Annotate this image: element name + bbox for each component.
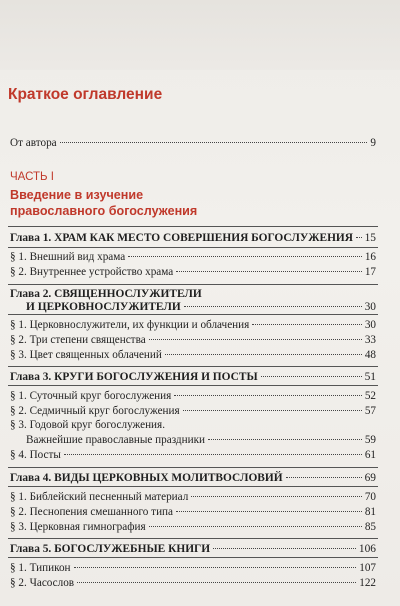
- page-number: 122: [359, 577, 376, 589]
- dot-leader: [356, 237, 362, 238]
- section-entry[interactable]: [10, 318, 376, 332]
- section-label: § 2. Три степени священства: [10, 334, 146, 346]
- page-number: 70: [364, 491, 376, 503]
- dot-leader: [208, 439, 362, 440]
- section-entry[interactable]: [10, 490, 376, 504]
- dot-leader: [286, 477, 362, 478]
- page-number: 106: [358, 543, 376, 555]
- page-number: 52: [364, 390, 376, 402]
- part-label: ЧАСТЬ I: [10, 171, 54, 183]
- page-number: 51: [364, 371, 376, 383]
- section-entry[interactable]: [10, 250, 376, 264]
- section-entry[interactable]: [10, 448, 376, 462]
- chapter-entry[interactable]: [10, 370, 376, 384]
- section-entry[interactable]: [10, 265, 376, 279]
- divider: [8, 385, 378, 386]
- chapter-title: Глава 4. ВИДЫ ЦЕРКОВНЫХ МОЛИТВОСЛОВИЙ: [10, 472, 283, 484]
- dot-leader: [213, 548, 356, 549]
- chapter-entry[interactable]: [10, 231, 376, 245]
- dot-leader: [64, 454, 362, 455]
- divider: [8, 486, 378, 487]
- section-label: § 1. Суточный круг богослужения: [10, 390, 172, 402]
- dot-leader: [176, 511, 362, 512]
- section-entry[interactable]: [10, 561, 376, 575]
- divider: [8, 366, 378, 367]
- section-entry[interactable]: [10, 505, 376, 519]
- page-number: 69: [364, 472, 376, 484]
- section-entry[interactable]: [10, 520, 376, 534]
- dot-leader: [174, 395, 362, 396]
- dot-leader: [128, 256, 362, 257]
- page-number: 16: [364, 251, 376, 263]
- section-entry[interactable]: [10, 389, 376, 403]
- part-title-line1: Введение в изучение: [10, 188, 144, 202]
- dot-leader: [252, 324, 362, 325]
- page-number: 61: [364, 449, 376, 461]
- page-number: 85: [364, 521, 376, 533]
- chapter-title: Глава 1. ХРАМ КАК МЕСТО СОВЕРШЕНИЯ БОГОСЛУЖЕНИЯ: [10, 232, 354, 244]
- page-number: 30: [364, 319, 376, 331]
- entry-label: От автора: [10, 137, 57, 149]
- page-number: 15: [364, 232, 376, 244]
- divider: [8, 226, 378, 227]
- section-label: § 4. Посты: [10, 449, 61, 461]
- dot-leader: [77, 582, 356, 583]
- page-number: 48: [364, 349, 376, 361]
- dot-leader: [149, 339, 362, 340]
- dot-leader: [191, 496, 362, 497]
- dot-leader: [184, 306, 362, 307]
- page-number: 17: [364, 266, 376, 278]
- section-entry[interactable]: [10, 333, 376, 347]
- divider: [8, 314, 378, 315]
- divider: [8, 538, 378, 539]
- chapter-entry[interactable]: [10, 542, 376, 556]
- section-label: Важнейшие православные праздники: [26, 434, 205, 446]
- chapter-title-line1: Глава 2. СВЯЩЕННОСЛУЖИТЕЛИ: [10, 288, 202, 300]
- part-title: [10, 187, 197, 219]
- divider: [8, 284, 378, 285]
- page-bleed-through: [0, 0, 400, 70]
- section-entry[interactable]: [26, 433, 376, 447]
- divider: [8, 557, 378, 558]
- page-number: 107: [359, 562, 376, 574]
- page-number: 30: [364, 301, 376, 313]
- section-label: § 2. Часослов: [10, 577, 75, 589]
- dot-leader: [60, 142, 368, 143]
- chapter-entry[interactable]: [26, 300, 376, 314]
- part-title-line2: православного богослужения: [10, 204, 198, 218]
- section-label-line1: § 3. Годовой круг богослужения.: [10, 419, 165, 431]
- section-label: § 3. Церковная гимнография: [10, 521, 146, 533]
- divider: [8, 247, 378, 248]
- page-number: 33: [364, 334, 376, 346]
- dot-leader: [149, 526, 362, 527]
- section-label: § 1. Церковнослужители, их функции и облачения: [10, 319, 250, 331]
- page-number: 9: [370, 137, 376, 149]
- section-label: § 2. Внутреннее устройство храма: [10, 266, 174, 278]
- chapter-title: Глава 3. КРУГИ БОГОСЛУЖЕНИЯ И ПОСТЫ: [10, 371, 258, 383]
- section-label: § 1. Типикон: [10, 562, 71, 574]
- section-label: § 1. Библейский песненный материал: [10, 491, 189, 503]
- dot-leader: [183, 410, 362, 411]
- section-entry[interactable]: [10, 348, 376, 362]
- section-label: § 3. Цвет священных облачений: [10, 349, 162, 361]
- page-number: 59: [364, 434, 376, 446]
- chapter-entry[interactable]: [10, 471, 376, 485]
- dot-leader: [74, 567, 357, 568]
- dot-leader: [176, 271, 362, 272]
- toc-entry-from-author[interactable]: [10, 136, 376, 150]
- dot-leader: [165, 354, 362, 355]
- dot-leader: [261, 376, 362, 377]
- section-label: § 2. Песнопения смешанного типа: [10, 506, 174, 518]
- section-entry[interactable]: [10, 576, 376, 590]
- section-label: § 1. Внешний вид храма: [10, 251, 126, 263]
- toc-heading: Краткое оглавление: [8, 86, 163, 103]
- section-entry[interactable]: [10, 404, 376, 418]
- divider: [8, 467, 378, 468]
- chapter-title: И ЦЕРКОВНОСЛУЖИТЕЛИ: [26, 301, 181, 313]
- section-label: § 2. Седмичный круг богослужения: [10, 405, 180, 417]
- chapter-title: Глава 5. БОГОСЛУЖЕБНЫЕ КНИГИ: [10, 543, 211, 555]
- page-number: 81: [364, 506, 376, 518]
- page-number: 57: [364, 405, 376, 417]
